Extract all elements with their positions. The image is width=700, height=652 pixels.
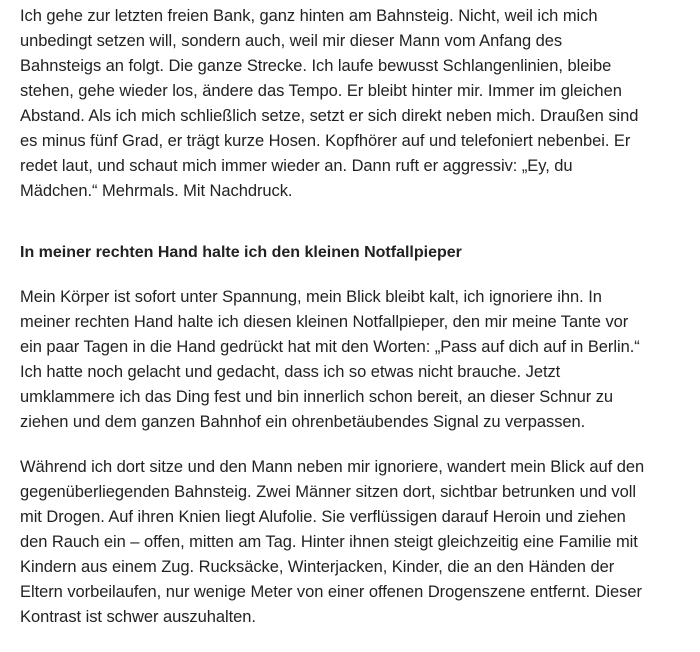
paragraph-line: ein paar Tagen in die Hand gedrückt hat mit den Worten: „Pass auf dich auf in Berlin.“	[20, 338, 640, 356]
paragraph-line: Abstand. Als ich mich schließlich setze, setzt er sich direkt neben mich. Draußen sind	[20, 107, 639, 125]
paragraph-line: unbedingt setzen will, sondern auch, weil mir dieser Mann vom Anfang des	[20, 32, 563, 50]
paragraph-line: Während ich dort sitze und den Mann neben mir ignoriere, wandert mein Blick auf den	[20, 458, 645, 476]
paragraph-line: Ich hatte noch gelacht und gedacht, dass ich so etwas nicht brauche. Jetzt	[20, 363, 561, 381]
paragraph-line: Mädchen.“ Mehrmals. Mit Nachdruck.	[20, 182, 293, 200]
paragraph-line: umklammere ich das Ding fest und bin innerlich schon bereit, an dieser Schnur zu	[20, 388, 614, 406]
paragraph-line: redet laut, und schaut mich immer wieder an. Dann ruft er aggressiv: „Ey, du	[20, 157, 573, 175]
paragraph-line: Kontrast ist schwer auszuhalten.	[20, 608, 256, 626]
paragraph-line: Ich gehe zur letzten freien Bank, ganz hinten am Bahnsteig. Nicht, weil ich mich	[20, 7, 598, 25]
paragraph-line: mit Drogen. Auf ihren Knien liegt Alufolie. Sie verflüssigen darauf Heroin und ziehen	[20, 508, 626, 526]
article-body	[20, 4, 680, 650]
paragraph-3	[20, 455, 680, 630]
paragraph-line: gegenüberliegenden Bahnsteig. Zwei Männer sitzen dort, sichtbar betrunken und voll	[20, 483, 636, 501]
paragraph-2	[20, 285, 680, 435]
section-subheading: In meiner rechten Hand halte ich den kleinen Notfallpieper	[20, 244, 462, 261]
paragraph-line: den Rauch ein – offen, mitten am Tag. Hinter ihnen steigt gleichzeitig eine Familie mit	[20, 533, 638, 551]
paragraph-line: meiner rechten Hand halte ich diesen kleinen Notfallpieper, den mir meine Tante vor	[20, 313, 629, 331]
paragraph-1	[20, 4, 680, 204]
paragraph-line: Eltern vorbeilaufen, nur wenige Meter von einer offenen Drogenszene entfernt. Dieser	[20, 583, 642, 601]
paragraph-line: es minus fünf Grad, er trägt kurze Hosen. Kopfhörer auf und telefoniert nebenbei. Er	[20, 132, 631, 150]
paragraph-line: Bahnsteigs an folgt. Die ganze Strecke. Ich laufe bewusst Schlangenlinien, bleibe	[20, 57, 612, 75]
paragraph-line: ziehen und dem ganzen Bahnhof ein ohrenbetäubendes Signal zu verpassen.	[20, 413, 586, 431]
paragraph-line: Mein Körper ist sofort unter Spannung, mein Blick bleibt kalt, ich ignoriere ihn. In	[20, 288, 602, 306]
paragraph-line: Kindern aus einem Zug. Rucksäcke, Winterjacken, Kinder, die an den Händen der	[20, 558, 615, 576]
paragraph-line: stehen, gehe wieder los, ändere das Tempo. Er bleibt hinter mir. Immer im gleichen	[20, 82, 622, 100]
